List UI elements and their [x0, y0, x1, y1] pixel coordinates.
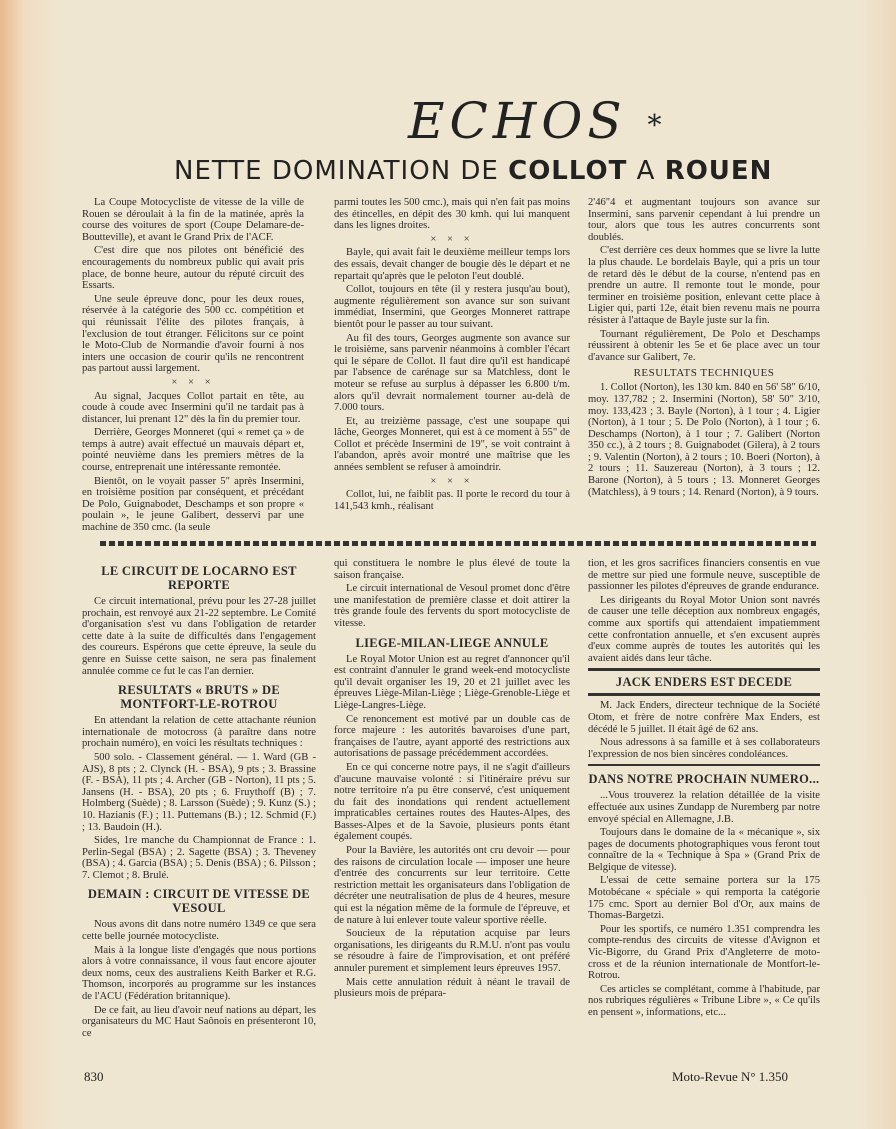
page-headline: [174, 156, 772, 186]
paragraph: Nous avons dit dans notre numéro 1349 ce que sera cette belle journée motocycliste.: [82, 919, 316, 943]
paragraph: Mais cette annulation réduit à néant le travail de plusieurs mois de prépara-: [334, 976, 570, 1000]
bottom-column-2: [334, 558, 570, 1002]
paragraph: Nous adressons à sa famille et à ses collaborateurs l'expression de nos bien sincères condoléances.: [588, 737, 820, 760]
paragraph: Toujours dans le domaine de la « mécanique », six pages de documents photographiques vous feront tout connaître de la « Technique à Spa » (Grand Prix de Belgique de vitesse).: [588, 827, 820, 873]
paragraph: ...Vous trouverez la relation détaillée de la visite effectuée aux usines Zundapp de Nuremberg par notre envoyé spécial en Allemagne, J.B.: [588, 790, 820, 825]
results-heading: RESULTATS TECHNIQUES: [633, 367, 775, 380]
rouen-column-2: [334, 197, 570, 514]
paragraph: Derrière, Georges Monneret (qui « remet ça » de temps à autre) avait effectué un mauvais départ et, pointé neuvième dans les premiers mètres de la course, entreprenait une intéressante remontée.: [82, 427, 304, 474]
paragraph: Au fil des tours, Georges augmente son avance sur le troisième, sans parvenir néanmoins à combler l'écart qui le sépare de Collot. Il faut dire qu'il est handicapé par l'absence de carénage sur sa Matchless, dont le moteur se refuse au surplus à dépasser les 6.800 t/m. alors qu'il devrait normalement tourner au-delà de 7.000 tours.: [334, 332, 570, 414]
paragraph: En ce qui concerne notre pays, il ne s'agit d'ailleurs d'aucune mauvaise volonté : si l'itinéraire prévu sur notre territoire n'a pu être conservé, c'est uniquement du fait des inondations qui rendent actuellement impraticables certaines routes des Hautes-Alpes, des Basses-Alpes et de la Savoie, plusieurs ponts étant également coupés.: [334, 761, 570, 843]
paragraph: Soucieux de la réputation acquise par leurs organisations, les dirigeants du R.M.U. n'ont pas voulu se résoudre à faire de l'improvisation, et ont préféré annuler purement et simplement leurs épreuves 1957.: [334, 928, 570, 974]
rouen-column-3: [588, 197, 820, 500]
paragraph: Bientôt, on le voyait passer 5" après Insermini, en troisième position par conséquent, et précédant De Polo, Guignabodet, Deschamps et son propre « poulain », le jeune Galibert, desservi par une machine de 350 cmc. (la seule: [82, 475, 304, 534]
paragraph: Pour les sportifs, ce numéro 1.351 comprendra les compte-rendus des circuits de vitesse d'Avignon et Vic-Bigorre, du Grand Prix d'Angleterre de moto-cross et de la réunion internationale de Montfort-le-Rotrou.: [588, 923, 820, 982]
headline-mid: A: [627, 156, 665, 186]
bottom-column-1: [82, 558, 316, 1041]
section-title: [408, 92, 667, 150]
paragraph: C'est derrière ces deux hommes que se livre la lutte la plus chaude. Le bordelais Bayle, qui a pris un tour de retard dès le début de la course, n'entend pas en prendre un autre. Il remonte tout le monde, pour terminer en troisième position, enlevant cette place à Ligier qui, parti 12e, était bien revenu mais ne pourra résister à l'attaque de Bayle juste sur la fin.: [588, 245, 820, 326]
paragraph: Au signal, Jacques Collot partait en tête, au coude à coude avec Insermini qu'il ne tardait pas à distancer, lui prenant 12" dès la fin du premier tour.: [82, 390, 304, 425]
paragraph: Collot, toujours en tête (il y restera jusqu'au bout), augmente régulièrement son avance sur son suivant immédiat, Insermini, que Georges Monneret rattrape bientôt pour le passer au tour suivant.: [334, 284, 570, 330]
paragraph: parmi toutes les 500 cmc.), mais qui n'en fait pas moins des étincelles, en dépit des 30 kmh. qui lui manquent dans les lignes droites.: [334, 197, 570, 232]
paragraph: Mais à la longue liste d'engagés que nous portions alors à votre connaissance, il vous faut encore ajouter deux noms, ceux des australiens Keith Barker et R.G. Thomson, incorporés au programme sur les instances de l'ACU (Fédération britannique).: [82, 944, 316, 1003]
montfort-heading: RESULTATS « BRUTS » DE MONTFORT-LE-ROTROU: [118, 683, 280, 712]
enders-heading: JACK ENDERS EST DECEDE: [615, 675, 793, 690]
section-title-text: ECHOS: [408, 92, 627, 150]
separator: × × ×: [430, 233, 474, 245]
paragraph: Ce renoncement est motivé par un double cas de force majeure : les autorités bavaroises d'une part, françaises de l'autre, ayant apporté des restrictions aux autorisations de passage précédemment accordées.: [334, 713, 570, 760]
paragraph: L'essai de cette semaine portera sur la 175 Motobécane « spéciale » qui remporta la catégorie 175 cmc. Sport au dernier Bol d'Or, aux mains de Thomas-Bargetzi.: [588, 875, 820, 922]
results-text: 1. Collot (Norton), les 130 km. 840 en 56' 58" 6/10, moy. 137,782 ; 2. Insermini (Norton), 58' 50" 3/10, moy. 133,423 ; 3. Bayle (Norton), à 1 tour ; 4. Ligier (Norton), à 1 tour ; 5. De Polo (Norton), à 1 tour ; 6. Deschamps (Norton), à 1 tour ; 7. Galibert (Norton 350 cc.), à 2 tours ; 8. Guignabodet (Gilera), à 2 tours ; 9. Valentin (Norton), à 2 tours ; 10. Boeri (Norton), à 2 tours ; 11. Sauzereau (Norton), à 3 tours ; 12. Barone (Norton), à 5 tours ; 13. Monneret Georges (Matchless), à 9 tours ; 14. Renard (Norton), à 9 tours.: [588, 382, 820, 498]
paragraph: Pour la Bavière, les autorités ont cru devoir — pour des raisons de circulation locale — imposer une heure d'entrée des concurrents sur leur territoire. Cette restriction mettait les organisateurs dans l'obligation de décréter une neutralisation de plus de 4 heures, mesure qui est la négation même de la formule de l'épreuve, et de nature à lui enlever toute valeur sportive réelle.: [334, 845, 570, 926]
paragraph: Le Royal Motor Union est au regret d'annoncer qu'il est contraint d'annuler le grand week-end motocycliste qu'il devait organiser les 19, 20 et 21 juillet avec les épreuves Liège-Milan-Liège ; Liège-Grenoble-Liège et Liège-Langres-Liège.: [334, 653, 570, 711]
next-issue-heading: DANS NOTRE PROCHAIN NUMERO...: [588, 772, 820, 787]
rule: [588, 764, 820, 766]
headline-name: COLLOT: [508, 156, 628, 186]
magazine-issue: Moto-Revue N° 1.350: [672, 1069, 789, 1084]
vesoul-heading: DEMAIN : CIRCUIT DE VITESSE DE VESOUL: [87, 887, 311, 916]
page-number: 830: [84, 1069, 104, 1084]
rouen-column-1: [82, 197, 304, 536]
paragraph: 2'46"4 et augmentant toujours son avance sur Insermini, sans parvenir cependant à lui prendre un tour, alors que tous les autres concurrents sont doublés.: [588, 197, 820, 243]
headline-city: ROUEN: [664, 156, 773, 186]
paragraph: Ces articles se complétant, comme à l'habitude, par nos rubriques régulières « Tribune Libre », « Ce qu'ils en pensent », informations, etc...: [588, 983, 820, 1018]
paragraph: 500 solo. - Classement général. — 1. Ward (GB - AJS), 8 pts ; 2. Clynck (H. - BSA), 9 pts ; 3. Brassine (F. - BSA), 11 pts ; 4. Archer (GB - Norton), 11 pts ; 5. Jansens (H. - BSA), 20 pts ; 6. Fruythoff (B) ; 7. Holmberg (Suède) ; 8. Larsson (Suède) ; 9. Kunz (S.) ; 10. Hazianis (F.) ; 11. Puttemans (B.) ; 12. Schmid (F.) ; 13. Baudoin (H.).: [82, 751, 316, 833]
paragraph: Collot, lui, ne faiblit pas. Il porte le record du tour à 141,543 kmh., réalisant: [334, 489, 570, 512]
paragraph: Sides, 1re manche du Championnat de France : 1. Perlin-Segal (BSA) ; 2. Sagette (BSA) ; 3. Theveney (BSA) ; 4. Garcia (BSA) ; 5. Denis (BSA) ; 6. Pilsson ; 7. Clemot ; 8. Brulé.: [82, 835, 316, 881]
separator: × × ×: [430, 475, 474, 487]
paragraph: De ce fait, au lieu d'avoir neuf nations au départ, les organisateurs du MC Haut Saônois en présenteront 10, ce: [82, 1004, 316, 1039]
bottom-column-3: [588, 558, 820, 1021]
headline-prefix: NETTE DOMINATION DE: [174, 156, 509, 186]
paragraph: M. Jack Enders, directeur technique de la Société Otom, et frère de notre confrère Max Enders, est décédé le 5 juillet. Il était âgé de 62 ans.: [588, 700, 820, 735]
paragraph: La Coupe Motocycliste de vitesse de la ville de Rouen se déroulait à la fin de la matinée, après la course des voitures de sport (Coupe Delamare-de-Boutteville), et avant le Grand Prix de l'ACF.: [82, 197, 304, 243]
paragraph: En attendant la relation de cette attachante réunion internationale de motocross (à paraître dans notre prochain numéro), en voici les résultats techniques :: [82, 715, 316, 750]
rule: [588, 693, 820, 696]
paragraph: Une seule épreuve donc, pour les deux roues, réservée à la catégorie des 500 cc. compétition et qui réunissait l'élite des pilotes français, à l'exclusion de tout étranger. Félicitons sur ce point le Moto-Club de Normandie d'avoir fourni à nos inters une occasion de courir qu'ils ne rencontrent pas partout aussi largement.: [82, 293, 304, 375]
paragraph: qui constituera le nombre le plus élevé de toute la saison française.: [334, 558, 570, 581]
paragraph: Tournant régulièrement, De Polo et Deschamps réussirent à obtenir les 5e et 6e place avec un tour d'avance sur Galibert, 7e.: [588, 328, 820, 363]
paragraph: Ce circuit international, prévu pour les 27-28 juillet prochain, est renvoyé aux 21-22 septembre. Le Comité d'organisation s'est vu dans l'obligation de retarder cette date à la suite de difficultés dans l'engagement des coureurs. Espérons que cette épreuve, la seule du genre en Suisse cette saison, ne sera pas finalement annulée comme ce fut le cas l'an dernier.: [82, 596, 316, 677]
liege-heading: LIEGE-MILAN-LIEGE ANNULE: [355, 635, 549, 650]
decorative-divider: [100, 541, 816, 546]
paragraph: Les dirigeants du Royal Motor Union sont navrés de causer une telle déception aux nombreux engagés, comme aux sportifs qui attendaient impatiemment cette confrontation annuelle, et s'en excusent auprès d'eux comme auprès de toutes les autorités qui les avaient aidés dans leur tâche.: [588, 594, 820, 664]
paragraph: Et, au treizième passage, c'est une soupape qui lâche, Georges Monneret, qui est à ce moment à 55" de Collot et précède Insermini de 19", se voit contraint à l'abandon, après avoir montré une maîtrise que les années semblent se refuser à amoindrir.: [334, 415, 570, 474]
rule: [588, 668, 820, 671]
star-icon: *: [647, 108, 667, 142]
paragraph: tion, et les gros sacrifices financiers consentis en vue de mettre sur pied une formule neuve, susceptible de passionner les pilotes d'épreuves de grande endurance.: [588, 558, 820, 593]
paragraph: Le circuit international de Vesoul promet donc d'être une manifestation de première classe et doit attirer la très grande foule des fervents du sport motocycliste de vitesse.: [334, 583, 570, 629]
paragraph: C'est dire que nos pilotes ont bénéficié des encouragements du nombreux public qui avait pris place, de bonne heure, autour du réputé circuit des Essarts.: [82, 245, 304, 292]
separator: × × ×: [171, 376, 215, 388]
locarno-heading: LE CIRCUIT DE LOCARNO EST REPORTE: [101, 564, 297, 592]
paragraph: Bayle, qui avait fait le deuxième meilleur temps lors des essais, devait changer de bougie dès le départ et ne repartait qu'après que le peloton l'eut doublé.: [334, 247, 570, 282]
